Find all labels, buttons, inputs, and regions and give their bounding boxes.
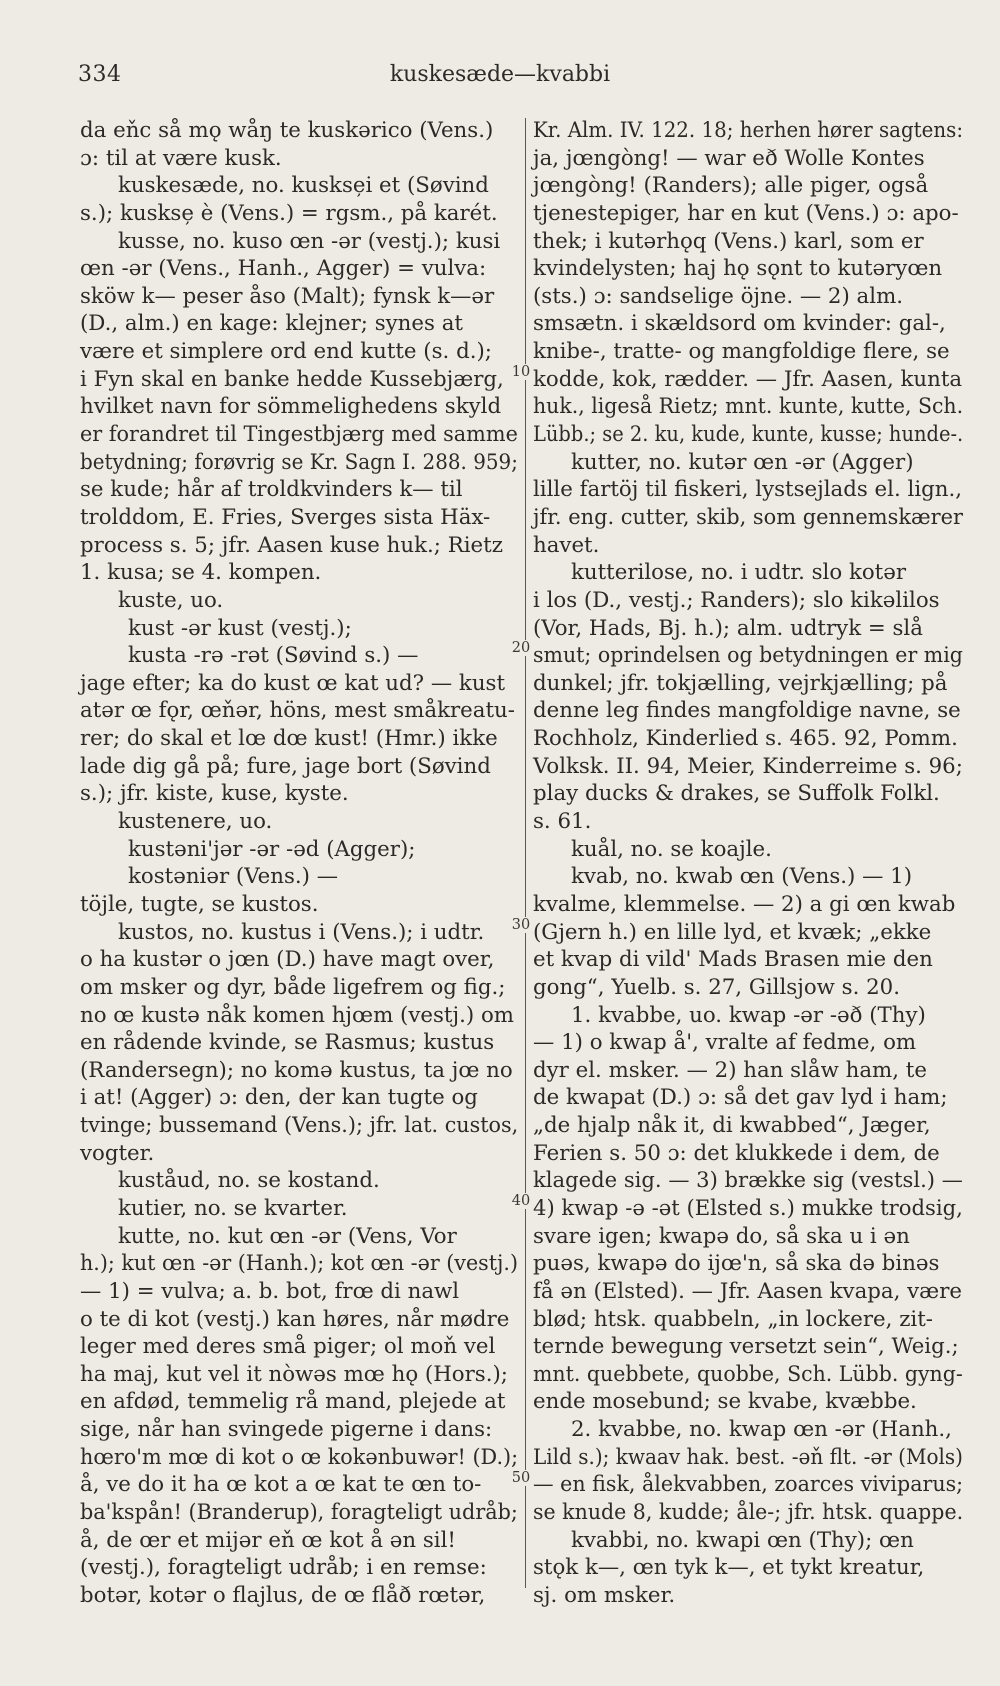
text-line [533, 172, 963, 200]
text-line [533, 1195, 963, 1223]
text-line [80, 504, 518, 532]
text-line [533, 1084, 963, 1112]
text-line [80, 642, 518, 670]
line-text: (Randersegn); no komə kustus, ta jœ no [80, 1057, 513, 1083]
text-line [80, 1527, 518, 1555]
text-line [533, 1140, 963, 1168]
line-text: vogter. [80, 1140, 155, 1166]
right-column [533, 117, 963, 1610]
line-text: o te di kot (vestj.) kan høres, når mødre [80, 1306, 510, 1332]
text-line [533, 145, 963, 173]
line-text: Volksk. II. 94, Meier, Kinderreime s. 96; [533, 753, 963, 779]
text-line [80, 1333, 518, 1361]
text-line [533, 421, 963, 449]
text-line [533, 615, 963, 643]
line-text: ha maj, kut vel it nòwəs mœ hǫ (Hors.); [80, 1361, 508, 1387]
line-text: (Vor, Hads, Bj. h.); alm. udtryk = slå [533, 615, 923, 641]
text-line [80, 145, 518, 173]
line-text: no œ kustə nåk komen hjœm (vestj.) om [80, 1002, 514, 1028]
text-line [533, 532, 963, 560]
text-line [80, 1306, 518, 1334]
line-text: kustəni'jər -ər -əd (Agger); [128, 836, 416, 862]
margin-line-number: 40 [509, 1193, 533, 1209]
line-text: i at! (Agger) ɔ: den, der kan tugte og [80, 1085, 478, 1111]
line-text: kustenere, uo. [118, 809, 273, 835]
line-text: kuskesæde, no. kuskse̦i et (Søvind [118, 173, 489, 199]
line-text: — en fisk, ålekvabben, zoarces viviparus; [533, 1472, 964, 1498]
margin-line-number: 30 [509, 917, 533, 933]
text-line [533, 1527, 963, 1555]
line-text: å, de œr et mijər eň œ kot å ən sil! [80, 1527, 456, 1553]
text-line [533, 946, 963, 974]
line-text: kuståud, no. se kostand. [118, 1168, 380, 1194]
line-text: da eňc så mǫ wåŋ te kuskərico (Vens.) [80, 118, 494, 143]
line-text: sj. om msker. [533, 1582, 676, 1608]
line-text: o ha kustər o jœn (D.) have magt over, [80, 947, 495, 973]
text-line [80, 255, 518, 283]
text-line [80, 559, 518, 587]
text-line [80, 974, 518, 1002]
text-line [80, 1195, 518, 1223]
text-line [80, 1554, 518, 1582]
text-line [533, 228, 963, 256]
text-line [80, 1084, 518, 1112]
text-line [533, 587, 963, 615]
line-text: (Gjern h.) en lille lyd, et kvæk; „ekke [533, 919, 932, 945]
line-text: ba'kspån! (Branderup), foragteligt udråb; [80, 1500, 518, 1526]
text-line [80, 1250, 518, 1278]
text-line [533, 1278, 963, 1306]
line-text: Lild s.); kwaav hak. best. -əň flt. -ər (Mols) [533, 1444, 963, 1470]
text-line [533, 366, 963, 394]
line-text: kvindelysten; haj hǫ sǫnt to kutəryœn [533, 256, 943, 282]
text-line [533, 1167, 963, 1195]
line-text: play ducks & drakes, se Suffolk Folkl. [533, 781, 940, 807]
text-line [533, 1223, 963, 1251]
line-text: trolddom, E. Fries, Sverges sista Häx- [80, 504, 491, 530]
text-line [533, 1444, 963, 1472]
line-text: Rochholz, Kinderlied s. 465. 92, Pomm. [533, 726, 958, 752]
text-line [533, 504, 963, 532]
text-line [533, 1002, 963, 1030]
line-text: leger med deres små piger; ol moň vel [80, 1334, 496, 1360]
line-text: mnt. quebbete, quobbe, Sch. Lübb. gyng- [533, 1361, 963, 1387]
line-text: være et simplere ord end kutte (s. d.); [80, 339, 492, 365]
text-line [80, 200, 518, 228]
line-text: — 1) o kwap å', vralte af fedme, om [533, 1030, 917, 1056]
text-line [533, 393, 963, 421]
text-line [80, 532, 518, 560]
line-text: ende mosebund; se kvabe, kvæbbe. [533, 1389, 917, 1415]
text-line [80, 1057, 518, 1085]
line-text: se kude; hår af troldkvinders k— til [80, 477, 463, 503]
line-text: œn -ər (Vens., Hanh., Agger) = vulva: [80, 256, 487, 282]
text-line [80, 1444, 518, 1472]
text-line [80, 725, 518, 753]
line-text: 1. kvabbe, uo. kwap -ər -əð (Thy) [571, 1002, 926, 1028]
line-text: de kwapat (D.) ɔ: så det gav lyd i ham; [533, 1085, 948, 1111]
line-text: (D., alm.) en kage: klejner; synes at [80, 311, 463, 337]
text-line [80, 1582, 518, 1610]
text-line [533, 1306, 963, 1334]
column-divider [525, 118, 526, 1588]
line-text: kodde, kok, rædder. — Jfr. Aasen, kunta [533, 366, 963, 392]
line-text: gong“, Yuelb. s. 27, Gillsjow s. 20. [533, 974, 900, 1000]
left-column [80, 117, 518, 1610]
text-line [533, 808, 963, 836]
text-line [80, 338, 518, 366]
text-line [80, 228, 518, 256]
line-text: se knude 8, kudde; åle-; jfr. htsk. quappe. [533, 1500, 964, 1526]
line-text: kuste, uo. [118, 587, 224, 613]
line-text: sköw k— peser åso (Malt); fynsk k—ər [80, 283, 495, 309]
line-text: smut; oprindelsen og betydningen er mig [533, 643, 963, 669]
text-line [80, 1388, 518, 1416]
page-header [0, 52, 1000, 92]
line-text: töjle, tugte, se kustos. [80, 891, 319, 917]
text-line [80, 1002, 518, 1030]
text-line [80, 1416, 518, 1444]
text-line [533, 1416, 963, 1444]
line-text: hvilket navn for sömmelighedens skyld [80, 394, 502, 420]
line-text: en rådende kvinde, se Rasmus; kustus [80, 1030, 495, 1056]
line-text: Kr. Alm. IV. 122. 18; herhen hører sagtens: [533, 118, 964, 143]
line-text: en afdød, temmelig rå mand, plejede at [80, 1389, 506, 1415]
line-text: 1. kusa; se 4. kompen. [80, 560, 322, 586]
line-text: havet. [533, 532, 600, 558]
line-text: kusta -rə -rət (Søvind s.) — [128, 643, 419, 669]
line-text: å, ve do it ha œ kot a œ kat te œn to- [80, 1472, 482, 1498]
text-line [533, 449, 963, 477]
line-text: (vestj.), foragteligt udråb; i en remse: [80, 1555, 487, 1581]
line-text: (sts.) ɔ: sandselige öjne. — 2) alm. [533, 283, 904, 309]
line-text: kutterilose, no. i udtr. slo kotər [571, 560, 907, 586]
text-line [533, 283, 963, 311]
margin-line-number: 20 [509, 640, 533, 656]
text-line [80, 1278, 518, 1306]
text-line [533, 642, 963, 670]
line-text: 4) kwap -ə -ət (Elsted s.) mukke trodsig, [533, 1195, 963, 1221]
text-line [533, 1029, 963, 1057]
text-line [533, 117, 963, 145]
text-line [80, 863, 518, 891]
line-text: om msker og dyr, både ligefrem og fig.; [80, 974, 506, 1000]
line-text: et kvap di vild' Mads Brasen mie den [533, 947, 933, 973]
text-line [80, 587, 518, 615]
text-line [533, 1582, 963, 1610]
line-text: „de hjalp nåk it, di kwabbed“, Jæger, [533, 1113, 931, 1139]
line-text: thek; i kutərhǫq (Vens.) karl, som er [533, 228, 924, 254]
line-text: puəs, kwapə do ijœ'n, så ska də binəs [533, 1251, 940, 1277]
line-text: klagede sig. — 3) brække sig (vestsl.) — [533, 1168, 963, 1194]
line-text: Lübb.; se 2. ku, kude, kunte, kusse; hunde-. [533, 422, 964, 448]
text-line [533, 338, 963, 366]
line-text: process s. 5; jfr. Aasen kuse huk.; Rietz [80, 532, 503, 558]
text-line [533, 836, 963, 864]
line-text: kutter, no. kutər œn -ər (Agger) [571, 449, 914, 475]
line-text: kustos, no. kustus i (Vens.); i udtr. [118, 919, 485, 945]
text-line [533, 697, 963, 725]
line-text: huk., ligeså Rietz; mnt. kunte, kutte, Sch. [533, 394, 964, 420]
text-line [533, 1333, 963, 1361]
text-line [533, 1471, 963, 1499]
line-text: dyr el. msker. — 2) han slåw ham, te [533, 1057, 927, 1083]
text-line [533, 863, 963, 891]
text-line [80, 476, 518, 504]
text-line [80, 1499, 518, 1527]
text-line [80, 780, 518, 808]
text-line [80, 808, 518, 836]
text-line [80, 946, 518, 974]
text-line [533, 780, 963, 808]
line-text: lade dig gå på; fure, jage bort (Søvind [80, 753, 491, 779]
line-text: h.); kut œn -ər (Hanh.); kot œn -ər (vestj.) [80, 1251, 519, 1277]
line-text: smsætn. i skældsord om kvinder: gal-, [533, 311, 946, 337]
line-text: er forandret til Tingestbjærg med samme [80, 422, 518, 448]
line-text: svare igen; kwapə do, så ska u i ən [533, 1223, 910, 1249]
line-text: kvab, no. kwab œn (Vens.) — 1) [571, 864, 913, 890]
line-text: stǫk k—, œn tyk k—, et tykt kreatur, [533, 1555, 925, 1581]
line-text: i Fyn skal en banke hedde Kussebjærg, [80, 366, 504, 392]
text-line [533, 1361, 963, 1389]
text-line [80, 366, 518, 394]
text-line [533, 1112, 963, 1140]
text-line [80, 1167, 518, 1195]
text-line [533, 974, 963, 1002]
text-line [80, 615, 518, 643]
line-text: jfr. eng. cutter, skib, som gennemskærer [533, 504, 964, 530]
text-line [533, 200, 963, 228]
line-text: kutier, no. se kvarter. [118, 1195, 348, 1221]
text-line [533, 255, 963, 283]
text-line [80, 1471, 518, 1499]
line-text: tvinge; bussemand (Vens.); jfr. lat. custos, [80, 1113, 519, 1139]
line-text: ja, jœngòng! — war eð Wolle Kontes [533, 145, 925, 171]
line-text: hœro'm mœ di kot o œ kokənbuwər! (D.); [80, 1444, 519, 1470]
line-text: ternde bewegung versetzt sein“, Weig.; [533, 1334, 959, 1360]
text-line [80, 310, 518, 338]
line-text: kusse, no. kuso œn -ər (vestj.); kusi [118, 228, 501, 254]
text-line [80, 117, 518, 145]
line-text: kutte, no. kut œn -ər (Vens, Vor [118, 1223, 457, 1249]
text-line [533, 725, 963, 753]
text-line [533, 1388, 963, 1416]
text-line [533, 1057, 963, 1085]
line-text: Ferien s. 50 ɔ: det klukkede i dem, de [533, 1140, 940, 1166]
text-line [80, 1112, 518, 1140]
line-text: jœngòng! (Randers); alle piger, også [533, 173, 929, 199]
line-text: atər œ fǫr, œňər, höns, mest småkreatu- [80, 698, 515, 724]
line-text: s.); jfr. kiste, kuse, kyste. [80, 781, 349, 807]
line-text: dunkel; jfr. tokjælling, vejrkjælling; på [533, 670, 948, 696]
text-line [533, 559, 963, 587]
text-line [80, 393, 518, 421]
line-text: knibe-, tratte- og mangfoldige flere, se [533, 339, 950, 365]
line-text: s. 61. [533, 809, 592, 835]
text-line [80, 1140, 518, 1168]
text-line [80, 670, 518, 698]
text-line [80, 421, 518, 449]
line-text: kuål, no. se koajle. [571, 836, 772, 862]
text-line [533, 1499, 963, 1527]
line-text: i los (D., vestj.; Randers); slo kikəlilos [533, 587, 940, 613]
line-text: kvalme, klemmelse. — 2) a gi œn kwab [533, 891, 956, 917]
text-line [533, 891, 963, 919]
text-line [80, 172, 518, 200]
text-line [533, 310, 963, 338]
page-number: 334 [78, 62, 122, 87]
text-line [80, 1361, 518, 1389]
text-line [80, 697, 518, 725]
text-line [533, 670, 963, 698]
line-text: kust -ər kust (vestj.); [128, 615, 352, 641]
line-text: jage efter; ka do kust œ kat ud? — kust [80, 670, 506, 696]
text-line [533, 1250, 963, 1278]
text-line [80, 891, 518, 919]
line-text: lille fartöj til fiskeri, lystsejlads el. lign., [533, 477, 963, 503]
line-text: rer; do skal et lœ dœ kust! (Hmr.) ikke [80, 726, 498, 752]
text-line [80, 1223, 518, 1251]
line-text: kvabbi, no. kwapi œn (Thy); œn [571, 1527, 914, 1553]
margin-line-number: 10 [509, 364, 533, 380]
line-text: kostəniər (Vens.) — [128, 864, 339, 890]
line-text: sige, når han svingede pigerne i dans: [80, 1417, 493, 1443]
line-text: denne leg findes mangfoldige navne, se [533, 698, 961, 724]
line-text: ɔ: til at være kusk. [80, 145, 282, 171]
line-text: blød; htsk. quabbeln, „in lockere, zit- [533, 1306, 933, 1332]
text-line [533, 753, 963, 781]
line-text: botər, kotər o flajlus, de œ flåð rœtər, [80, 1582, 486, 1608]
line-text: tjenestepiger, har en kut (Vens.) ɔ: apo- [533, 200, 959, 226]
text-line [533, 919, 963, 947]
text-line [80, 753, 518, 781]
line-text: få ən (Elsted). — Jfr. Aasen kvapa, være [533, 1278, 962, 1304]
running-head: kuskesæde—kvabbi [389, 62, 611, 87]
text-line [533, 1554, 963, 1582]
text-line [80, 283, 518, 311]
line-text: betydning; forøvrig se Kr. Sagn I. 288. 959; [80, 449, 518, 475]
line-text: 2. kvabbe, no. kwap œn -ər (Hanh., [571, 1417, 952, 1443]
text-line [80, 1029, 518, 1057]
text-line [533, 476, 963, 504]
text-line [80, 836, 518, 864]
line-text: — 1) = vulva; a. b. bot, frœ di nawl [80, 1278, 460, 1304]
text-line [80, 919, 518, 947]
text-line [80, 449, 518, 477]
line-text: s.); kuskse̦ è (Vens.) = rgsm., på karét. [80, 200, 498, 226]
margin-line-number: 50 [509, 1470, 533, 1486]
